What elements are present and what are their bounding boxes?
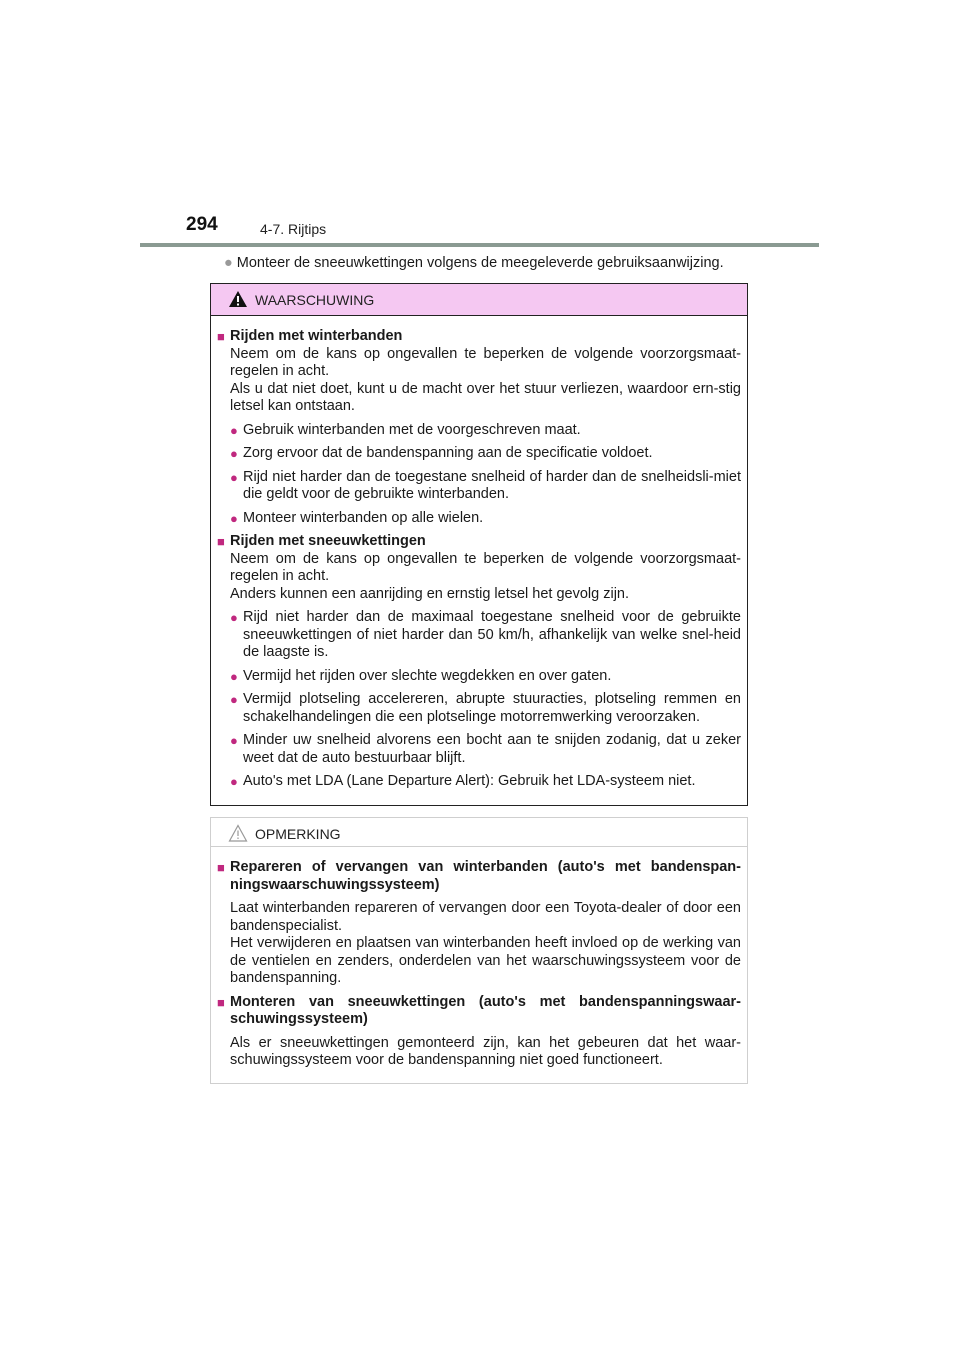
warning-title: WAARSCHUWING <box>255 292 375 308</box>
header-rule <box>140 243 819 247</box>
square-bullet-icon: ■ <box>217 994 225 1010</box>
bullet-icon: ● <box>230 774 238 789</box>
warning-triangle-icon <box>228 290 248 313</box>
caution-outline-icon <box>228 824 248 847</box>
warning-body <box>211 316 747 791</box>
notice-header <box>211 818 747 847</box>
list-item: ● Zorg ervoor dat de bandenspanning aan de specificatie voldoet. <box>230 445 653 461</box>
list-item: ● Rijd niet harder dan de maximaal toegestane snelheid voor de gebruikte sneeuwkettingen of niet harder dan 50 km/h, afhankelijk van welke snel-heid de laagste is. <box>230 609 741 660</box>
list-item: ● Minder uw snelheid alvorens een bocht aan te snijden zodanig, dat u zeker weet dat de auto bestuurbaar blijft. <box>230 732 741 766</box>
list-item: ● Vermijd plotseling accelereren, abrupte stuuracties, plotseling remmen en schakelhandelingen die een plotselinge motorremwerking veroorzaken. <box>230 691 741 725</box>
section-title: 4-7. Rijtips <box>260 221 327 237</box>
section-heading: Rijden met winterbanden <box>230 328 403 344</box>
bullet-icon: ● <box>230 446 238 461</box>
notice-section <box>217 994 741 1070</box>
bullet-icon: ● <box>230 668 238 684</box>
bullet-icon: ● <box>224 255 233 271</box>
notice-title: OPMERKING <box>255 826 341 842</box>
square-bullet-icon: ■ <box>217 329 225 344</box>
section-text: Neem om de kans op ongevallen te beperken de volgende voorzorgsmaat-regelen in acht. <box>230 345 741 379</box>
warning-header <box>211 284 747 316</box>
list-item: ● Auto's met LDA (Lane Departure Alert): Gebruik het LDA-systeem niet. <box>230 773 696 789</box>
list-item: ● Vermijd het rijden over slechte wegdekken en over gaten. <box>230 667 612 684</box>
square-bullet-icon: ■ <box>217 534 225 549</box>
section-text: Als u dat niet doet, kunt u de macht over het stuur verliezen, waardoor ern-stig letsel kan ontstaan. <box>230 380 741 414</box>
notice-body <box>211 847 747 1070</box>
page-number: 294 <box>186 214 218 235</box>
section-heading: Rijden met sneeuwkettingen <box>230 533 426 549</box>
section-heading: Repareren of vervangen van winterbanden (auto's met bandenspan-ningswaarschuwingssysteem) <box>230 859 741 893</box>
warning-section <box>217 533 741 791</box>
intro-text: Monteer de sneeuwkettingen volgens de meegeleverde gebruiksaanwijzing. <box>236 255 724 271</box>
intro-bullet <box>224 255 764 272</box>
list-item: ● Monteer winterbanden op alle wielen. <box>230 509 484 526</box>
section-text: Laat winterbanden repareren of vervangen door een Toyota-dealer of door een bandenspecialist. <box>230 900 741 934</box>
warning-box <box>210 283 748 806</box>
notice-section <box>217 859 741 988</box>
bullet-icon: ● <box>230 510 238 526</box>
notice-box <box>210 817 748 1084</box>
bullet-icon: ● <box>230 610 238 625</box>
bullet-icon: ● <box>230 692 238 707</box>
section-text: Neem om de kans op ongevallen te beperken de volgende voorzorgsmaat-regelen in acht. <box>230 550 741 584</box>
warning-section <box>217 328 741 527</box>
square-bullet-icon: ■ <box>217 860 225 875</box>
section-text: Anders kunnen een aanrijding en ernstig letsel het gevolg zijn. <box>230 585 630 602</box>
list-item: ● Gebruik winterbanden met de voorgeschreven maat. <box>230 421 581 438</box>
list-item: ● Rijd niet harder dan de toegestane snelheid of harder dan de snelheidsli-miet die geldt voor de gebruikte winterbanden. <box>230 468 741 502</box>
section-text: Het verwijderen en plaatsen van winterbanden heeft invloed op de werking van de ventielen en zenders, onderdelen van het waarschuwingssysteem voor de bandenspanning. <box>230 935 741 986</box>
bullet-icon: ● <box>230 469 238 485</box>
section-heading: Monteren van sneeuwkettingen (auto's met bandenspanningswaar-schuwingssysteem) <box>230 993 741 1027</box>
bullet-icon: ● <box>230 733 238 748</box>
section-text: Als er sneeuwkettingen gemonteerd zijn, kan het gebeuren dat het waar-schuwingssysteem voor de bandenspanning niet goed functioneert. <box>230 1034 741 1068</box>
bullet-icon: ● <box>230 422 238 438</box>
